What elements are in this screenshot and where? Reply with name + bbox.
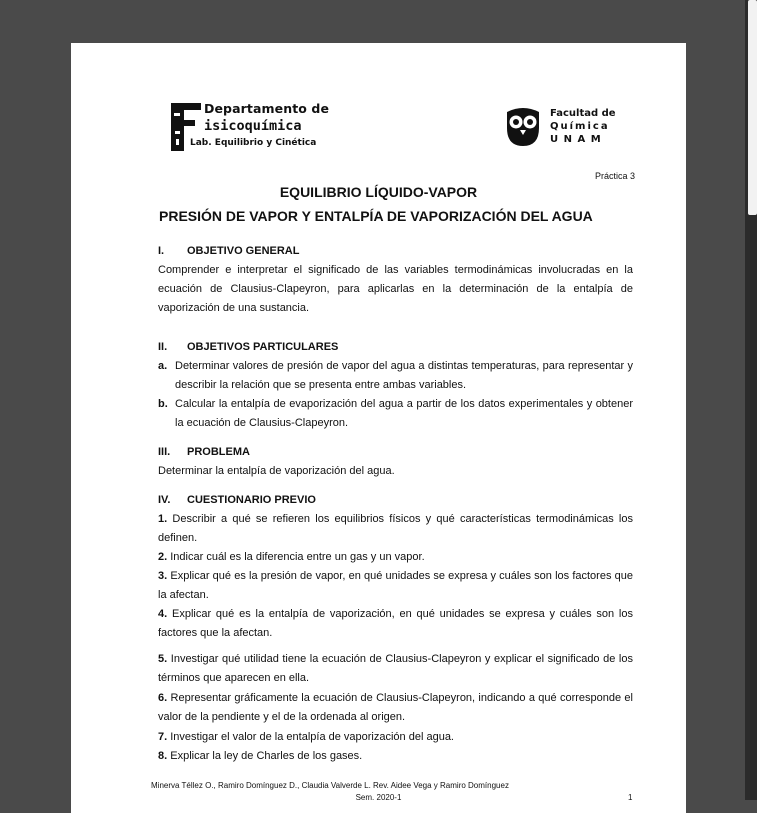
section-title: CUESTIONARIO PREVIO bbox=[187, 494, 316, 506]
list-item bbox=[158, 357, 633, 395]
practice-label: Práctica 3 bbox=[594, 171, 635, 181]
section-title: PROBLEMA bbox=[187, 446, 250, 458]
question-text: Explicar qué es la presión de vapor, en qué unidades se expresa y cuáles son los factores que la afectan. bbox=[158, 570, 633, 601]
question-number: 8. bbox=[158, 750, 168, 762]
question-text: Indicar cuál es la diferencia entre un gas y un vapor. bbox=[170, 551, 425, 563]
list-marker: b. bbox=[158, 398, 168, 410]
list-item-text: Calcular la entalpía de evaporización del agua a partir de los datos experimentales y obtener la ecuación de Clausius-Clapeyron. bbox=[175, 398, 633, 429]
question-text: Investigar qué utilidad tiene la ecuación de Clausius-Clapeyron y explicar el significado de los términos que aparecen en ella. bbox=[158, 653, 633, 684]
section-title: OBJETIVO GENERAL bbox=[187, 245, 300, 257]
dept-line-1: Departamento de bbox=[204, 101, 330, 116]
question-text: Representar gráficamente la ecuación de Clausius-Clapeyron, indicando a qué corresponde el valor de la pendiente y el de la ordenada al origen. bbox=[158, 692, 633, 723]
question-item bbox=[158, 567, 633, 605]
section-number: I. bbox=[158, 245, 165, 257]
question-number: 7. bbox=[158, 731, 168, 743]
owl-icon bbox=[503, 106, 543, 148]
question-item bbox=[158, 510, 633, 548]
fisicoquimica-logo bbox=[171, 101, 330, 153]
list-item bbox=[158, 395, 633, 433]
scrollbar-thumb[interactable] bbox=[748, 0, 757, 215]
section-heading bbox=[158, 341, 338, 353]
fac-line-2: Química bbox=[550, 121, 610, 132]
section-number: IV. bbox=[158, 494, 171, 506]
document-subtitle: PRESIÓN DE VAPOR Y ENTALPÍA DE VAPORIZACIÓN DEL AGUA bbox=[159, 208, 593, 224]
footer-authors: Minerva Téllez O., Ramiro Domínguez D., Claudia Valverde L. Rev. Aidee Vega y Ramiro Domínguez bbox=[151, 781, 509, 790]
footer-semester: Sem. 2020-1 bbox=[355, 793, 402, 802]
section-text: Determinar la entalpía de vaporización del agua. bbox=[158, 465, 395, 477]
question-item bbox=[158, 747, 633, 766]
question-number: 5. bbox=[158, 653, 168, 665]
question-text: Investigar el valor de la entalpía de vaporización del agua. bbox=[170, 731, 454, 743]
section-heading bbox=[158, 446, 250, 458]
document-title: EQUILIBRIO LÍQUIDO-VAPOR bbox=[279, 184, 478, 200]
question-number: 1. bbox=[158, 513, 168, 525]
fac-line-1: Facultad de bbox=[550, 108, 616, 119]
facultad-quimica-logo bbox=[503, 104, 623, 154]
question-number: 4. bbox=[158, 608, 168, 620]
question-item bbox=[158, 728, 633, 747]
question-number: 2. bbox=[158, 551, 168, 563]
section-heading bbox=[158, 494, 316, 506]
section-title: OBJETIVOS PARTICULARES bbox=[187, 341, 339, 353]
dept-line-3: Lab. Equilibrio y Cinética bbox=[190, 138, 317, 148]
question-item bbox=[158, 605, 633, 643]
question-number: 3. bbox=[158, 570, 168, 582]
list-marker: a. bbox=[158, 360, 168, 372]
question-item bbox=[158, 650, 633, 688]
section-text: Comprender e interpretar el significado de las variables termodinámicas involucradas en la ecuación de Clausius-Clapeyron, para aplicarlas en la determinación de la entalpía de vaporización de una sustancia. bbox=[158, 264, 633, 314]
dept-line-2: isicoquímica bbox=[204, 118, 302, 134]
list-item-text: Determinar valores de presión de vapor del agua a distintas temperaturas, para representar y describir la relación que se presenta entre ambas variables. bbox=[175, 360, 633, 391]
question-text: Describir a qué se refieren los equilibrios físicos y qué características termodinámicas los definen. bbox=[158, 513, 633, 544]
section-number: III. bbox=[158, 446, 171, 458]
question-text: Explicar la ley de Charles de los gases. bbox=[170, 750, 363, 762]
fac-line-3: UNAM bbox=[550, 134, 607, 145]
section-number: II. bbox=[158, 341, 168, 353]
page-number: 1 bbox=[628, 793, 633, 802]
question-number: 6. bbox=[158, 692, 168, 704]
question-item bbox=[158, 689, 633, 727]
question-text: Explicar qué es la entalpía de vaporización, en qué unidades se expresa y cuáles son los factores que la afectan. bbox=[158, 608, 633, 639]
section-heading bbox=[158, 245, 299, 257]
document-page bbox=[71, 43, 686, 813]
question-item bbox=[158, 548, 633, 567]
